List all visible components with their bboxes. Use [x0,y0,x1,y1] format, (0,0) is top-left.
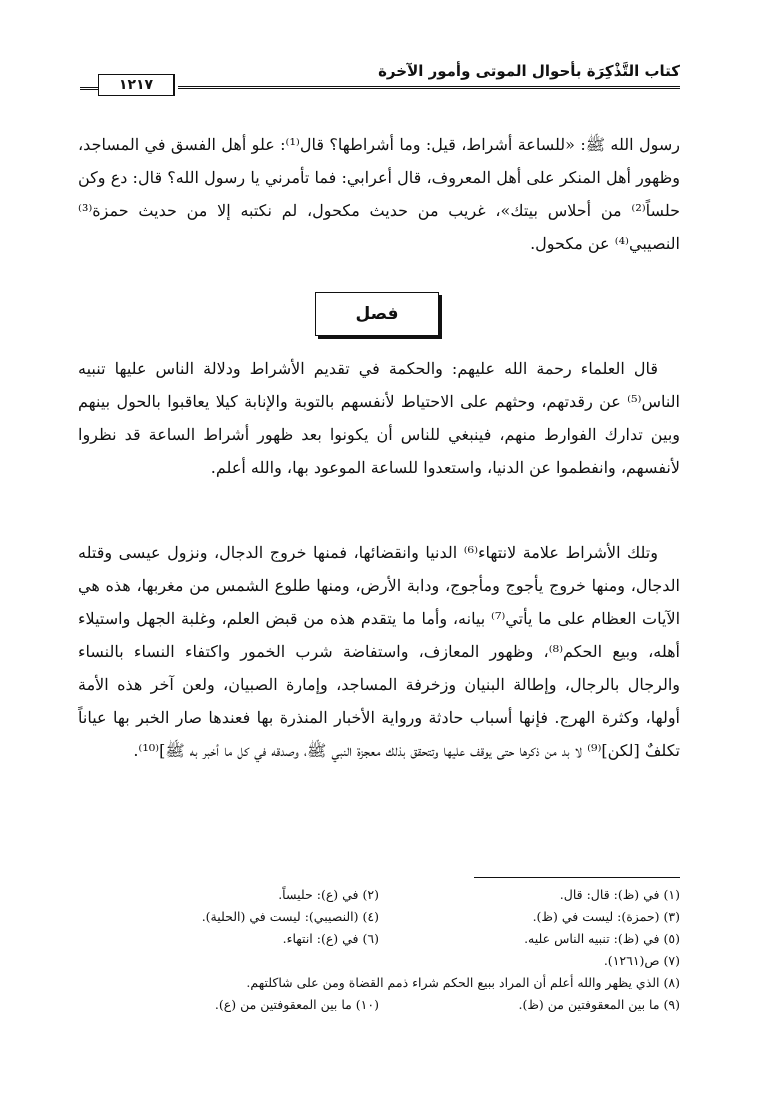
footnote-4: (٤) (النصيبي): ليست في (الحلية). [201,909,379,924]
section-heading: فصل [315,292,439,336]
paragraph-1 [78,128,680,260]
footnote-1: (١) في (ظ): قال: قال. [559,887,680,902]
footnote-row [78,972,680,994]
paragraph-2 [78,352,680,484]
page-number-rule [80,87,98,90]
paragraph-1-text: رسول الله ﷺ: «للساعة أشراط، قيل: وما أشراطها؟ قال⁽¹⁾: علو أهل الفسق في المساجد، وظهور أهل المنكر على أهل المعروف، قال أعرابي: فما تأمرني يا رسول الله؟ قال: دع وكن حلساً⁽²⁾ من أحلاس بيتك»، غريب من حديث مكحول، لم نكتبه إلا من حديث حمزة⁽³⁾ النصيبي⁽⁴⁾ عن مكحول. [78,135,681,253]
footnote-5: (٥) في (ظ): تنبيه الناس عليه. [524,931,680,946]
footnote-3: (٣) (حمزة): ليست في (ظ). [532,909,680,924]
footnote-6: (٦) في (ع): انتهاء. [282,931,379,946]
footnote-row [78,928,680,950]
paragraph-3-text: وتلك الأشراط علامة لانتهاء⁽⁶⁾ الدنيا وانقضائها، فمنها خروج الدجال، ونزول عيسى وقتله الدجال، ومنها خروج يأجوج ومأجوج، ودابة الأرض، ومنها طلوع الشمس من مغربها، هذه هي الآيات العظام على ما يأتي⁽⁷⁾ بيانه، وأما ما يتقدم هذه من قبض العلم، وغلبة الجهل واستيلاء أهله، وبيع الحكم⁽⁸⁾، وظهور المعازف، واستفاضة شرب الخمور واكتفاء النساء بالنساء والرجال بالرجال، وإطالة البنيان وزخرفة المساجد، وإمارة الصبيان، ولعن آخر هذه الأمة أولها، وكثرة الهرج. فإنها أسباب حادثة ورواية الأخبار المنذرة بها فعندها صار الخبر بها عياناً تكلفٌ [لكن]⁽⁹⁾ لا بد من ذكرها حتى يوقف عليها وتتحقق بذلك معجزة النبي ﷺ، وصدقه في كل ما أخبر به ﷺ]⁽¹⁰⁾. [78,543,681,760]
footnote-10: (١٠) ما بين المعقوفتين من (ع). [214,997,379,1012]
footnote-9: (٩) ما بين المعقوفتين من (ظ). [518,997,680,1012]
footnote-2: (٢) في (ع): حليساً. [278,887,379,902]
paragraph-2-text: قال العلماء رحمة الله عليهم: والحكمة في تقديم الأشراط ودلالة الناس عليها تنبيه الناس⁽⁵⁾ عن رقدتهم، وحثهم على الاحتياط لأنفسهم بالتوبة والإنابة كيلا يعاقبوا بالحول بينهم وبين تدارك الفوارط منهم، فينبغي للناس أن يكونوا بعد ظهور أشراط الساعة قد نظروا لأنفسهم، وانفطموا عن الدنيا، واستعدوا للساعة الموعود بها، والله أعلم. [78,359,680,477]
page-number: ١٢١٧ [98,74,175,96]
footnote-7: (٧) ص(١٢٦١). [603,953,680,968]
footnote-row [78,994,680,1016]
footnotes [78,884,680,1016]
footnote-separator [474,877,680,878]
paragraph-3 [78,536,680,767]
running-header-title: كتاب التَّذْكِرَة بأحوال الموتى وأمور الآخرة [378,62,680,80]
header-double-rule [178,86,680,89]
footnote-row [78,906,680,928]
footnote-row [78,950,680,972]
footnote-8: (٨) الذي يظهر والله أعلم أن المراد ببيع الحكم شراء ذمم القضاة ومن على شاكلتهم. [246,975,680,990]
footnote-row [78,884,680,906]
